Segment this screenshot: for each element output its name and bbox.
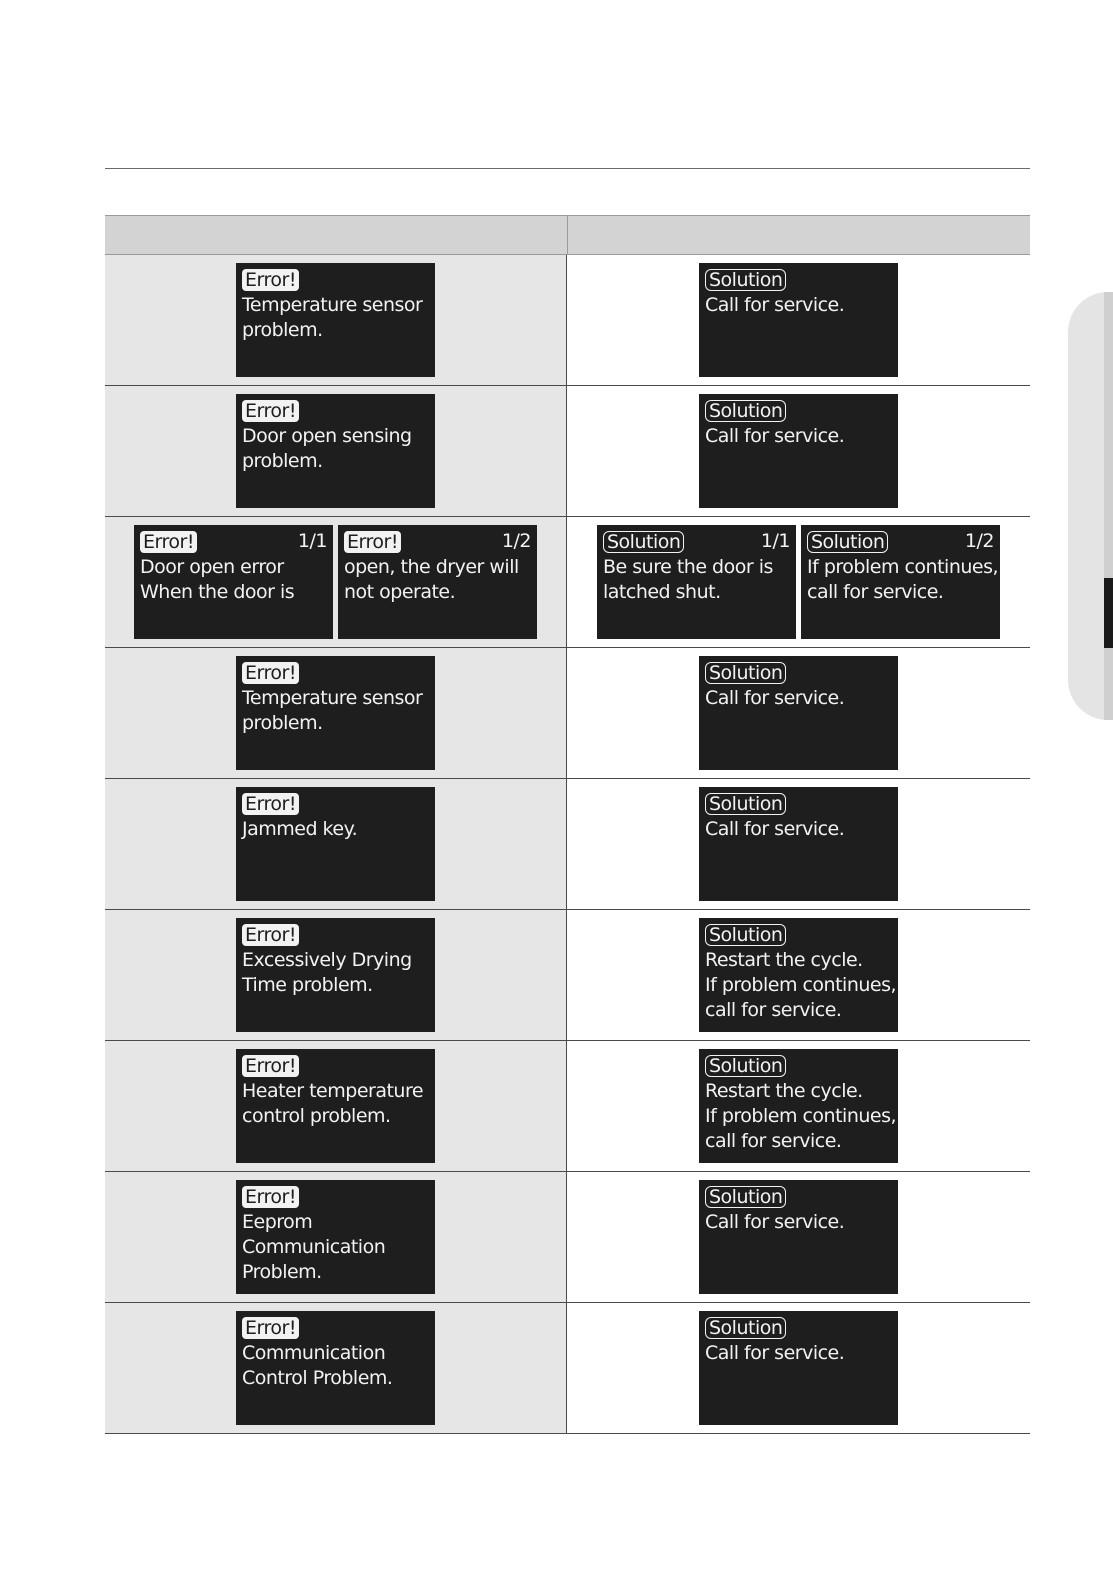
table-row bbox=[105, 255, 1030, 386]
display-text-line: If problem continues, bbox=[807, 556, 999, 578]
display-text-line: latched shut. bbox=[603, 581, 721, 603]
display-text-line: Door open sensing bbox=[242, 425, 412, 447]
display-tag-line bbox=[705, 1054, 892, 1079]
solution-tag: Solution bbox=[705, 269, 786, 291]
solution-cell bbox=[567, 1303, 1030, 1433]
display-tag-line bbox=[705, 1185, 892, 1210]
table-header bbox=[105, 216, 1030, 255]
error-cell bbox=[105, 1041, 567, 1171]
solution-display bbox=[699, 1049, 898, 1163]
error-display bbox=[236, 918, 435, 1032]
error-display bbox=[236, 1180, 435, 1294]
solution-display bbox=[699, 263, 898, 377]
display-text-line: Eeprom bbox=[242, 1211, 313, 1233]
display-tag-line bbox=[242, 1054, 429, 1079]
display-tag-line bbox=[705, 399, 892, 424]
solution-display bbox=[699, 1180, 898, 1294]
solution-display bbox=[699, 787, 898, 901]
solution-display bbox=[597, 525, 796, 639]
display-text-line: Call for service. bbox=[705, 1342, 845, 1364]
error-display bbox=[134, 525, 333, 639]
display-tag-line bbox=[242, 792, 429, 817]
page-indicator: 1/2 bbox=[964, 530, 994, 552]
display-text-line: Call for service. bbox=[705, 1211, 845, 1233]
display-tag-line bbox=[705, 1316, 892, 1341]
display-text-line: Temperature sensor bbox=[242, 687, 423, 709]
display-text-line: Excessively Drying bbox=[242, 949, 412, 971]
display-text-line: problem. bbox=[242, 450, 323, 472]
solution-cell bbox=[567, 1041, 1030, 1171]
display-text-line: Be sure the door is bbox=[603, 556, 773, 578]
table-row bbox=[105, 517, 1030, 648]
table-row bbox=[105, 648, 1030, 779]
page-indicator: 1/2 bbox=[501, 530, 531, 552]
display-tag-line bbox=[705, 792, 892, 817]
error-cell bbox=[105, 779, 567, 909]
display-text-line: If problem continues, bbox=[705, 1105, 897, 1127]
error-tag: Error! bbox=[344, 531, 401, 553]
solution-cell bbox=[567, 910, 1030, 1040]
solution-tag: Solution bbox=[705, 1186, 786, 1208]
error-code-table bbox=[105, 215, 1030, 1434]
error-cell bbox=[105, 1303, 567, 1433]
solution-tag: Solution bbox=[705, 1055, 786, 1077]
error-tag: Error! bbox=[242, 924, 299, 946]
display-text-line: Call for service. bbox=[705, 425, 845, 447]
error-tag: Error! bbox=[242, 1055, 299, 1077]
error-cell bbox=[105, 255, 567, 385]
display-tag-line bbox=[242, 923, 429, 948]
display-text-line: Door open error bbox=[140, 556, 284, 578]
solution-tag: Solution bbox=[807, 531, 888, 553]
error-display bbox=[236, 656, 435, 770]
display-tag-line bbox=[705, 923, 892, 948]
error-display bbox=[338, 525, 537, 639]
solution-display bbox=[699, 1311, 898, 1425]
table-row bbox=[105, 779, 1030, 910]
display-text-line: Communication bbox=[242, 1342, 386, 1364]
solution-tag: Solution bbox=[603, 531, 684, 553]
display-text-line: problem. bbox=[242, 712, 323, 734]
chapter-marker bbox=[1104, 578, 1113, 648]
table-row bbox=[105, 1041, 1030, 1172]
display-text-line: Call for service. bbox=[705, 818, 845, 840]
display-text-line: Restart the cycle. bbox=[705, 1080, 863, 1102]
display-text-line: open, the dryer will bbox=[344, 556, 519, 578]
display-tag-line bbox=[705, 661, 892, 686]
table-row bbox=[105, 910, 1030, 1041]
solution-cell bbox=[567, 779, 1030, 909]
display-text-line: call for service. bbox=[807, 581, 944, 603]
error-cell bbox=[105, 648, 567, 778]
solution-tag: Solution bbox=[705, 793, 786, 815]
display-text-line: When the door is bbox=[140, 581, 295, 603]
solution-cell bbox=[567, 517, 1030, 647]
error-display bbox=[236, 263, 435, 377]
display-tag-line bbox=[242, 1185, 429, 1210]
solution-display bbox=[699, 656, 898, 770]
header-error-column bbox=[105, 216, 568, 254]
table-row bbox=[105, 386, 1030, 517]
solution-cell bbox=[567, 648, 1030, 778]
display-text-line: Restart the cycle. bbox=[705, 949, 863, 971]
page-indicator: 1/1 bbox=[760, 530, 790, 552]
solution-cell bbox=[567, 255, 1030, 385]
display-text-line: Problem. bbox=[242, 1261, 322, 1283]
header-solution-column bbox=[568, 216, 1030, 254]
solution-cell bbox=[567, 386, 1030, 516]
display-text-line: call for service. bbox=[705, 1130, 842, 1152]
display-text-line: Temperature sensor bbox=[242, 294, 423, 316]
display-tag-line bbox=[705, 268, 892, 293]
error-tag: Error! bbox=[242, 1317, 299, 1339]
display-text-line: Communication bbox=[242, 1236, 386, 1258]
error-display bbox=[236, 1049, 435, 1163]
error-cell bbox=[105, 1172, 567, 1302]
error-tag: Error! bbox=[242, 269, 299, 291]
error-display bbox=[236, 394, 435, 508]
error-tag: Error! bbox=[242, 793, 299, 815]
display-text-line: not operate. bbox=[344, 581, 456, 603]
display-text-line: Heater temperature bbox=[242, 1080, 424, 1102]
display-text-line: If problem continues, bbox=[705, 974, 897, 996]
display-tag-line bbox=[242, 661, 429, 686]
solution-tag: Solution bbox=[705, 924, 786, 946]
solution-cell bbox=[567, 1172, 1030, 1302]
solution-display bbox=[699, 918, 898, 1032]
solution-tag: Solution bbox=[705, 400, 786, 422]
error-tag: Error! bbox=[242, 1186, 299, 1208]
table-row bbox=[105, 1303, 1030, 1434]
solution-tag: Solution bbox=[705, 662, 786, 684]
error-cell bbox=[105, 386, 567, 516]
error-display bbox=[236, 787, 435, 901]
display-text-line: Call for service. bbox=[705, 687, 845, 709]
error-cell bbox=[105, 910, 567, 1040]
display-text-line: Call for service. bbox=[705, 294, 845, 316]
display-text-line: Control Problem. bbox=[242, 1367, 393, 1389]
display-tag-line bbox=[242, 1316, 429, 1341]
display-tag-line bbox=[242, 268, 429, 293]
display-text-line: call for service. bbox=[705, 999, 842, 1021]
solution-tag: Solution bbox=[705, 1317, 786, 1339]
error-tag: Error! bbox=[242, 662, 299, 684]
display-text-line: problem. bbox=[242, 319, 323, 341]
chapter-side-bar bbox=[1104, 292, 1113, 720]
display-text-line: Time problem. bbox=[242, 974, 373, 996]
page-indicator: 1/1 bbox=[297, 530, 327, 552]
header-rule bbox=[105, 168, 1030, 169]
error-display bbox=[236, 1311, 435, 1425]
error-tag: Error! bbox=[140, 531, 197, 553]
display-text-line: Jammed key. bbox=[242, 818, 358, 840]
display-text-line: control problem. bbox=[242, 1105, 391, 1127]
solution-display bbox=[801, 525, 1000, 639]
solution-display bbox=[699, 394, 898, 508]
display-tag-line bbox=[242, 399, 429, 424]
error-tag: Error! bbox=[242, 400, 299, 422]
error-cell bbox=[105, 517, 567, 647]
table-row bbox=[105, 1172, 1030, 1303]
